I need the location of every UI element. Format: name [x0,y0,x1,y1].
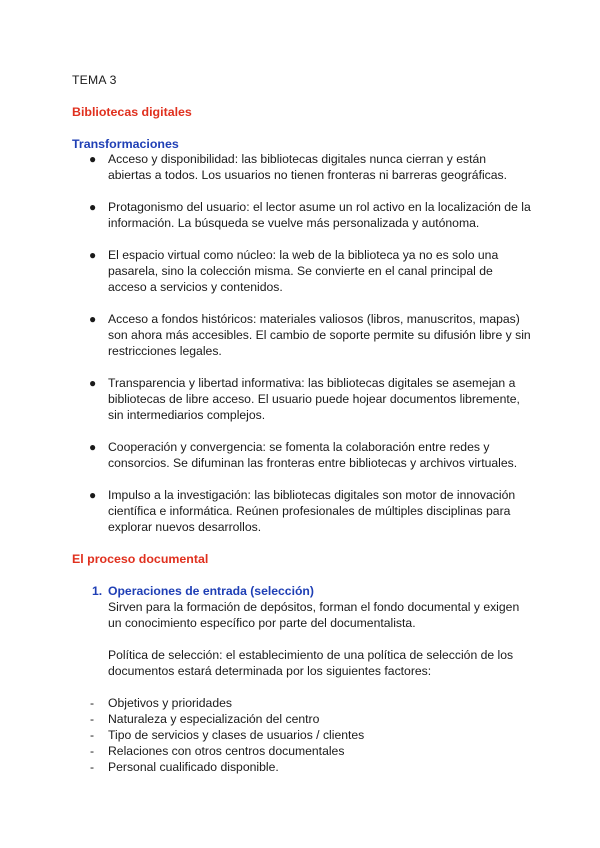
list-item [72,199,532,231]
bullet-icon: ● [89,200,97,214]
bullet-icon: ● [89,152,97,166]
list-item-text: Protagonismo del usuario: el lector asume un rol activo en la localización de la información. La búsqueda se vuelve más personalizada y autónoma. [108,200,531,230]
list-item [72,247,532,295]
section-heading-transformaciones: Transformaciones [72,137,179,151]
list-item [72,151,532,183]
factors-list [72,695,532,775]
list-item-text: Tipo de servicios y clases de usuarios / clientes [108,728,365,742]
list-item [72,311,532,359]
list-item-text: Cooperación y convergencia: se fomenta la colaboración entre redes y consorcios. Se difuminan las fronteras entre bibliotecas y archivos virtuales. [108,440,518,470]
list-item [72,727,532,743]
dash-icon: - [90,696,95,710]
item-number: 1. [92,584,103,598]
dash-icon: - [90,728,95,742]
dash-icon: - [90,744,95,758]
numbered-item-operaciones [92,583,532,679]
list-item-text: El espacio virtual como núcleo: la web de la biblioteca ya no es solo una pasarela, sino la colección misma. Se convierte en el canal principal de acceso a servicios y contenidos. [108,248,499,294]
list-item [72,439,532,471]
bullet-icon: ● [89,440,97,454]
list-item-text: Impulso a la investigación: las bibliotecas digitales son motor de innovación científica e informática. Reúnen profesionales de múltiples disciplinas para explorar nuevos desarrollos. [108,488,516,534]
list-item-text: Objetivos y prioridades [108,696,232,710]
item-title-text: Operaciones de entrada (selección) [108,584,314,598]
bullet-icon: ● [89,376,97,390]
list-item [72,743,532,759]
bullet-icon: ● [89,248,97,262]
dash-icon: - [90,760,95,774]
list-item-text: Relaciones con otros centros documentales [108,744,345,758]
list-item [72,759,532,775]
list-item-text: Personal cualificado disponible. [108,760,279,774]
list-item-text: Acceso a fondos históricos: materiales valiosos (libros, manuscritos, mapas) son ahora más accesibles. El cambio de soporte permite su difusión libre y sin restricciones legales. [108,312,531,358]
section-heading-proceso-documental: El proceso documental [72,552,209,566]
bullet-icon: ● [89,312,97,326]
item-paragraph-1: Sirven para la formación de depósitos, forman el fondo documental y exigen un conocimiento específico por parte del documentalista. [108,600,520,630]
list-item-text: Naturaleza y especialización del centro [108,712,320,726]
numbered-item-title [92,583,532,599]
dash-icon: - [90,712,95,726]
list-item [72,695,532,711]
list-item-text: Acceso y disponibilidad: las bibliotecas digitales nunca cierran y están abiertas a todos. Los usuarios no tienen fronteras ni barreras geográficas. [108,152,508,182]
document-title: Bibliotecas digitales [72,105,192,119]
item-paragraph-2: Política de selección: el establecimiento de una política de selección de los documentos estará determinada por los siguientes factores: [108,648,514,678]
list-item [72,375,532,423]
transformaciones-list [72,151,532,551]
list-item [72,711,532,727]
bullet-icon: ● [89,488,97,502]
list-item [72,487,532,535]
list-item-text: Transparencia y libertad informativa: las bibliotecas digitales se asemejan a bibliotecas de libre acceso. El usuario puede hojear documentos libremente, sin intermediarios complejos. [108,376,520,422]
tema-label: TEMA 3 [72,73,117,87]
